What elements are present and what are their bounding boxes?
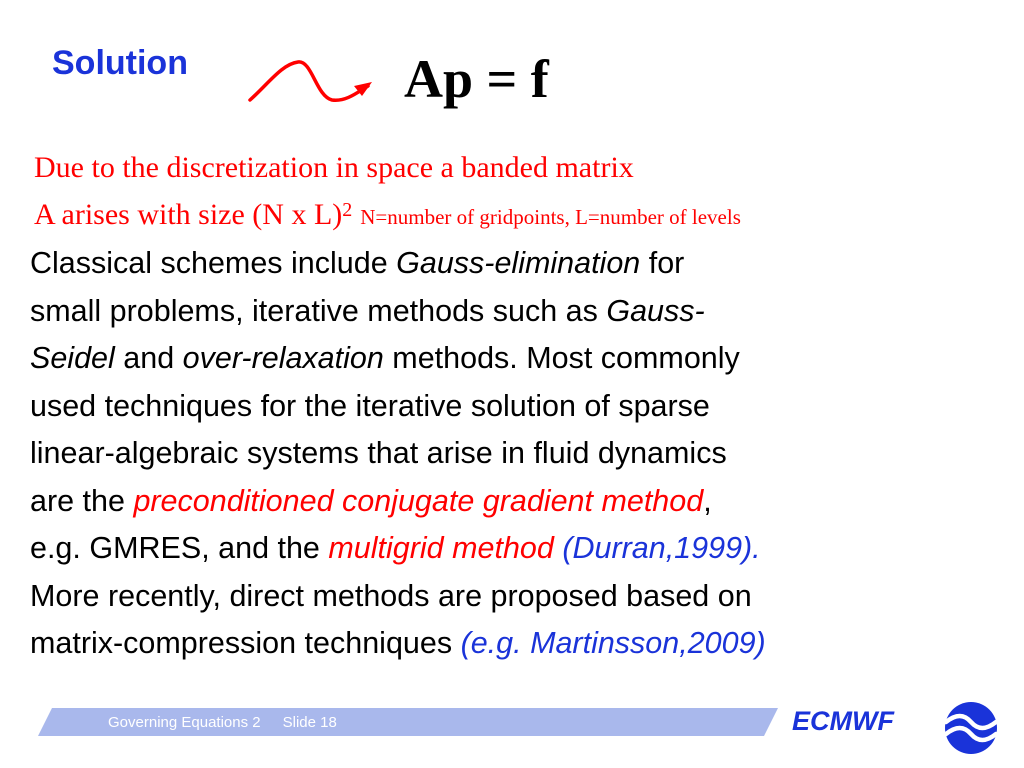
multigrid-method-term: multigrid method xyxy=(328,531,554,565)
footer-slide-number: Slide 18 xyxy=(282,714,337,731)
body-text-run: , xyxy=(703,483,712,518)
body-line-6 xyxy=(30,478,1005,526)
ecmwf-brand: ECMWF xyxy=(792,706,894,736)
ecmwf-logo-icon xyxy=(938,700,1004,756)
body-text-run: for xyxy=(640,246,685,280)
matrix-note-line-1: Due to the discretization in space a banded matrix xyxy=(34,151,634,184)
body-line-4: used techniques for the iterative solution of sparse xyxy=(30,388,710,423)
body-line-7 xyxy=(30,525,1005,573)
matrix-size-text: A arises with size (N x L) xyxy=(34,198,343,231)
body-line-3 xyxy=(30,335,1005,383)
body-text-run: e.g. GMRES, and the xyxy=(30,531,329,565)
body-line-9 xyxy=(30,620,1005,668)
matrix-note xyxy=(34,144,741,241)
body-text xyxy=(30,240,1005,668)
slide-title: Solution xyxy=(52,44,188,82)
pcg-method-term: preconditioned conjugate gradient method xyxy=(133,483,704,518)
body-line-1 xyxy=(30,240,1005,288)
body-text-run: methods. Most commonly xyxy=(383,341,740,375)
body-text-run: are the xyxy=(30,483,134,518)
body-text-run: and xyxy=(114,341,183,375)
red-wave-arrow-icon xyxy=(246,56,376,108)
durran-citation: (Durran,1999). xyxy=(553,531,761,565)
body-text-run: matrix-compression techniques xyxy=(30,626,461,660)
gauss-seidel-term: Gauss- xyxy=(606,293,705,328)
gauss-elimination-term: Gauss-elimination xyxy=(396,246,641,280)
gauss-seidel-term: Seidel xyxy=(30,341,115,375)
over-relaxation-term: over-relaxation xyxy=(182,341,384,375)
martinsson-citation: (e.g. Martinsson,2009) xyxy=(460,626,766,660)
equation: Ap = f xyxy=(404,49,549,109)
body-line-8: More recently, direct methods are proposed based on xyxy=(30,578,752,613)
body-line-5: linear-algebraic systems that arise in fluid dynamics xyxy=(30,436,727,470)
body-text-run: small problems, iterative methods such as xyxy=(30,293,607,328)
body-line-2 xyxy=(30,288,1005,336)
body-text-run: Classical schemes include xyxy=(30,246,397,280)
matrix-note-line-2 xyxy=(34,191,741,241)
matrix-size-exponent: 2 xyxy=(342,199,353,221)
footer-caption xyxy=(108,714,337,731)
footer-course: Governing Equations 2 xyxy=(108,714,261,731)
slide-footer xyxy=(0,700,1024,768)
matrix-size-legend: N=number of gridpoints, L=number of levels xyxy=(360,205,741,229)
